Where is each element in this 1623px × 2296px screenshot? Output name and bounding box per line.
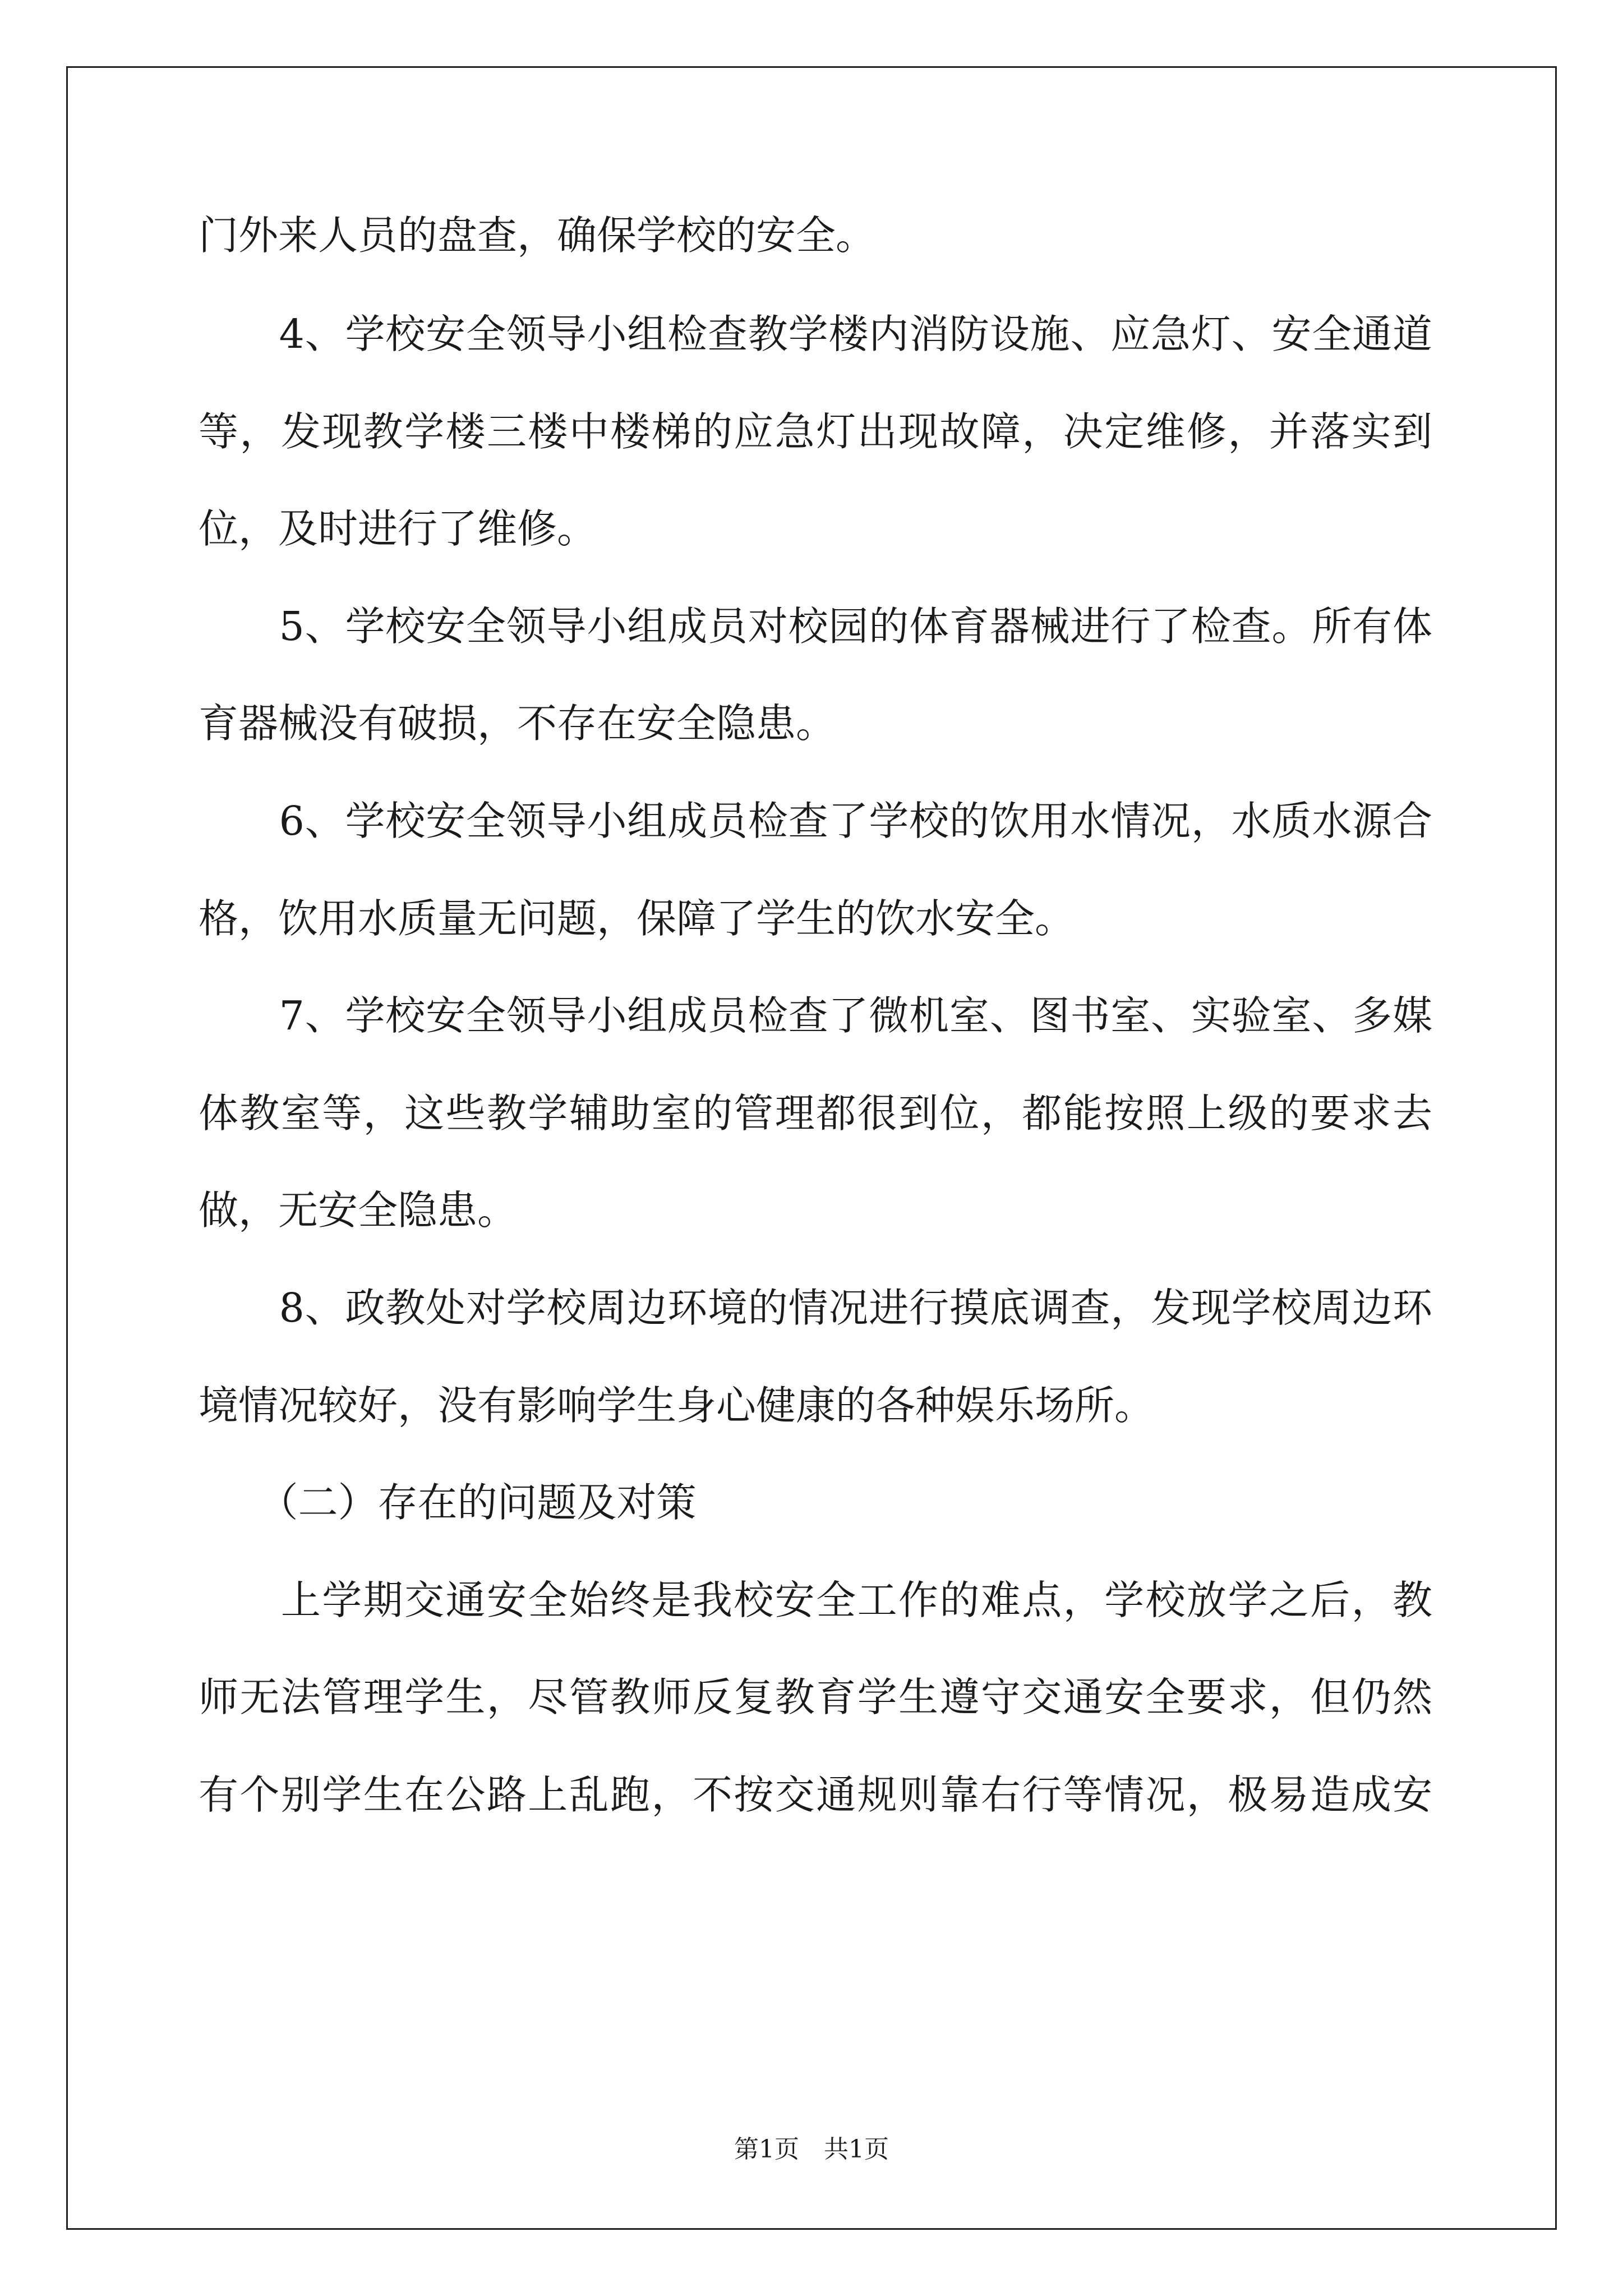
text-line: 格，饮用水质量无问题，保障了学生的饮水安全。	[199, 895, 1075, 942]
text-line: 师无法管理学生，尽管教师反复教育学生遵守交通安全要求，但仍然	[199, 1674, 1432, 1720]
page-number-footer: 第1页 共1页	[734, 2135, 889, 2164]
text-line: 境情况较好，没有影响学生身心健康的各种娱乐场所。	[199, 1382, 1155, 1429]
text-line: 有个别学生在公路上乱跑，不按交通规则靠右行等情况，极易造成安	[199, 1772, 1432, 1818]
text-line: 5、学校安全领导小组成员对校园的体育器械进行了检查。所有体	[199, 603, 1432, 650]
text-line: 上学期交通安全始终是我校安全工作的难点，学校放学之后，教	[199, 1577, 1432, 1623]
text-line: 7、学校安全领导小组成员检查了微机室、图书室、实验室、多媒	[199, 992, 1432, 1039]
text-line: 位，及时进行了维修。	[199, 505, 597, 552]
text-line: 8、政教处对学校周边环境的情况进行摸底调查，发现学校周边环	[199, 1285, 1432, 1331]
text-line: 等，发现教学楼三楼中楼梯的应急灯出现故障，决定维修，并落实到	[199, 408, 1432, 455]
text-line: 体教室等，这些教学辅助室的管理都很到位，都能按照上级的要求去	[199, 1090, 1432, 1137]
text-line: 育器械没有破损，不存在安全隐患。	[199, 700, 836, 747]
text-line: 做，无安全隐患。	[199, 1187, 518, 1234]
text-line: 4、学校安全领导小组检查教学楼内消防设施、应急灯、安全通道	[199, 311, 1432, 357]
section-heading: （二）存在的问题及对策	[199, 1479, 697, 1526]
text-line: 6、学校安全领导小组成员检查了学校的饮用水情况，水质水源合	[199, 798, 1432, 844]
page-border	[66, 66, 1557, 2230]
text-line: 门外来人员的盘查，确保学校的安全。	[199, 212, 876, 259]
